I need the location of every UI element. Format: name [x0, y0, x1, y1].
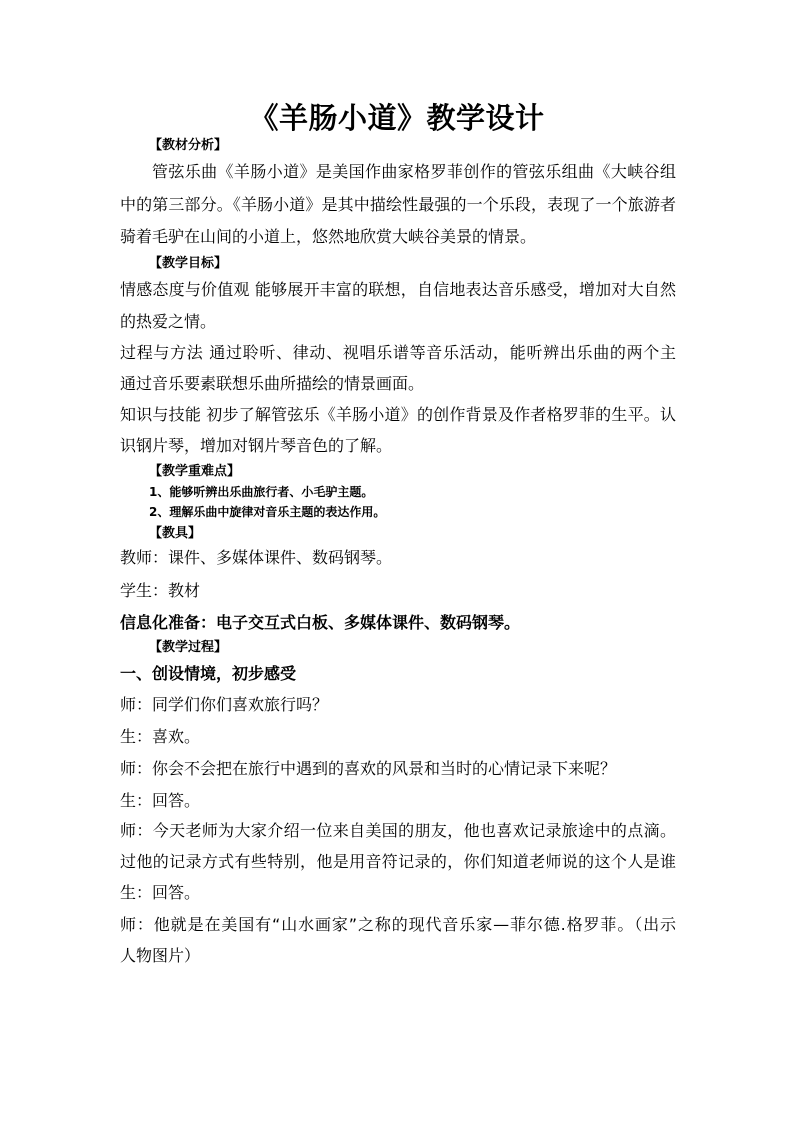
tools-info-prep: 信息化准备：电子交互式白板、多媒体课件、数码钢琴。: [120, 613, 521, 632]
goals-line-6: 识钢片琴，增加对钢片琴音色的了解。: [120, 436, 393, 455]
process-line-7: 生：回答。: [120, 883, 201, 902]
process-step-1-heading: 一、创设情境，初步感受: [120, 664, 297, 683]
process-line-4: 生：回答。: [120, 791, 201, 810]
section-heading-goals: 【教学目标】: [149, 256, 228, 271]
goals-line-1: 情感态度与价值观 能够展开丰富的联想，自信地表达音乐感受，增加对大自然: [120, 280, 676, 299]
process-line-9: 人物图片）: [120, 946, 201, 965]
process-line-2: 生：喜欢。: [120, 727, 201, 746]
process-line-1: 师：同学们你们喜欢旅行吗？: [120, 695, 329, 714]
goals-line-4: 通过音乐要素联想乐曲所描绘的情景画面。: [120, 374, 425, 393]
analysis-line-3: 骑着毛驴在山间的小道上，悠然地欣赏大峡谷美景的情景。: [120, 227, 537, 246]
document-title: 《羊肠小道》教学设计: [249, 101, 545, 135]
analysis-line-1: 管弦乐曲《羊肠小道》是美国作曲家格罗菲创作的管弦乐组曲《大峡谷组: [152, 162, 676, 181]
process-line-8: 师：他就是在美国有“山水画家”之称的现代音乐家—菲尔德.格罗菲。（出示: [120, 915, 676, 934]
goals-line-3: 过程与方法 通过聆听、律动、视唱乐谱等音乐活动，能听辨出乐曲的两个主: [120, 343, 676, 362]
goals-line-2: 的热爱之情。: [120, 312, 217, 331]
keypoint-item-2: 2、理解乐曲中旋律对音乐主题的表达作用。: [149, 505, 386, 519]
section-heading-tools: 【教具】: [149, 526, 202, 541]
tools-teacher: 教师：课件、多媒体课件、数码钢琴。: [120, 548, 393, 567]
section-heading-process: 【教学过程】: [149, 640, 228, 655]
section-heading-keypoints: 【教学重难点】: [149, 464, 241, 479]
goals-line-5: 知识与技能 初步了解管弦乐《羊肠小道》的创作背景及作者格罗菲的生平。认: [120, 405, 676, 424]
process-line-6: 过他的记录方式有些特别，他是用音符记录的，你们知道老师说的这个人是谁: [120, 852, 676, 871]
process-line-3: 师：你会不会把在旅行中遇到的喜欢的风景和当时的心情记录下来呢？: [120, 759, 617, 778]
tools-student: 学生：教材: [120, 581, 201, 600]
analysis-line-2: 中的第三部分。《羊肠小道》是其中描绘性最强的一个乐段，表现了一个旅游者: [120, 195, 676, 214]
process-line-5: 师：今天老师为大家介绍一位来自美国的朋友，他也喜欢记录旅途中的点滴。: [120, 821, 676, 840]
keypoint-item-1: 1、能够听辨出乐曲旅行者、小毛驴主题。: [149, 485, 374, 499]
section-heading-analysis: 【教材分析】: [149, 138, 228, 153]
